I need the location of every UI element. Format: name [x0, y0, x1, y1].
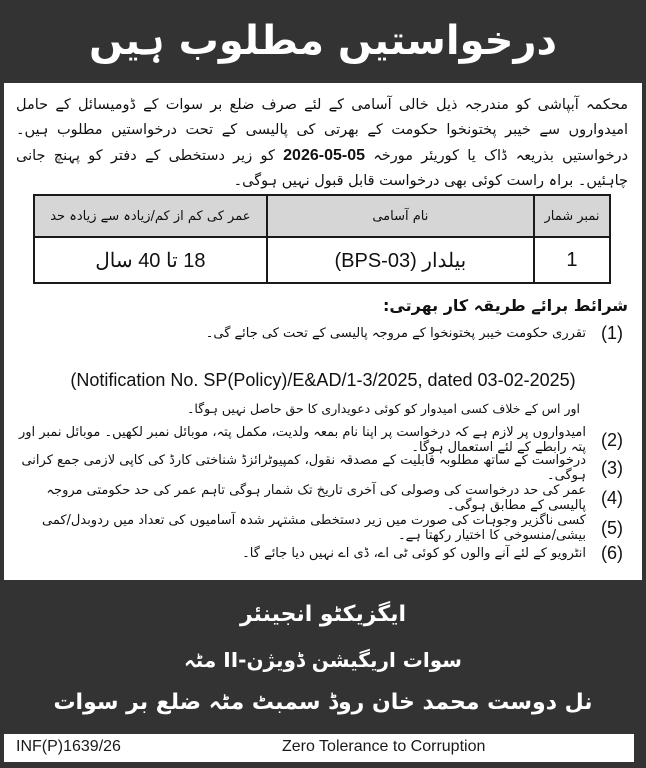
condition-text: کسی ناگزیر وجوہات کی صورت میں زیر دستخطی مشتہر شدہ آسامیوں کی تعداد میں ردوبدل/کمی بیشی/منسوخی کا اختیار رکھتا ہے۔: [42, 513, 586, 543]
condition-text: عمر کی حد درخواست کی وصولی کی آخری تاریخ تک شمار ہوگی تاہم عمر کی حد حکومتی مروجہ پالیسی کے مطابق ہوگی۔: [46, 483, 586, 513]
table-row: [34, 237, 610, 283]
table-header-row: [34, 195, 610, 237]
condition-item: [16, 323, 630, 344]
condition-item: [16, 513, 630, 543]
header-serial: نمبر شمار: [534, 195, 610, 237]
header-age: عمر کی کم از کم/زیادہ سے زیادہ حد: [34, 195, 267, 237]
notification-note: اور اس کے خلاف کسی امیدوار کو کوئی دعویداری کا حق حاصل نہیں ہوگا۔: [187, 401, 580, 416]
intro-paragraph: [16, 93, 628, 194]
advertisement-body: [4, 83, 642, 580]
reference-number: INF(P)1639/26: [16, 738, 121, 755]
intro-text-before-date: محکمہ آبپاشی کو مندرجہ ذیل خالی آسامی کے لئے صرف ضلع بر سوات کے ڈومیسائل کے حامل امیدواروں سے خیبر پختونخوا حکومت کے بھرتی کی پالیسی کے تحت درخواستیں مطلوب ہیں۔ درخواستیں بذریعہ ڈاک یا کوریئر مورخہ: [16, 97, 629, 164]
condition-number: (1): [600, 323, 623, 343]
condition-number: (5): [600, 517, 623, 538]
condition-number: (2): [600, 429, 623, 450]
signature-designation: ایگزیکٹو انجینئر: [239, 602, 407, 627]
condition-item: [16, 483, 630, 513]
cell-serial: 1: [534, 237, 610, 283]
condition-number: (6): [600, 543, 623, 563]
condition-text: انٹرویو کے لئے آنے والوں کو کوئی ٹی اے، ڈی اے نہیں دیا جائے گا۔: [242, 546, 586, 561]
header-post: نام آسامی: [267, 195, 534, 237]
conditions-heading: شرائط برائے طریقہ کار بھرتی:: [383, 296, 628, 315]
signature-address: نل دوست محمد خان روڈ سمبٹ مٹہ ضلع بر سوات: [53, 690, 593, 715]
notification-reference: (Notification No. SP(Policy)/E&AD/1-3/2025, dated 03-02-2025): [70, 370, 576, 390]
condition-number: (4): [600, 487, 623, 508]
condition-text: تقرری حکومت خیبر پختونخوا کے مروجہ پالیسی کے تحت کی جائے گی۔: [205, 326, 586, 341]
footer-motto: Zero Tolerance to Corruption: [282, 738, 486, 755]
condition-text: امیدواروں پر لازم ہے کہ درخواست پر اپنا نام بمعہ ولدیت، مکمل پتہ، موبائل نمبر لکھیں۔ موبائل نمبر اور پتہ رابطے کے لئے استعمال ہوگا۔: [18, 425, 586, 455]
condition-text: درخواست کے ساتھ مطلوبہ قابلیت کے مصدقہ نقول، کمپیوٹرائزڈ شناختی کارڈ کی کاپی لازمی جمع کرانی ہوگی۔: [21, 453, 586, 483]
condition-item: [16, 425, 630, 455]
cell-post: بیلدار (BPS-03): [267, 237, 534, 283]
page-title: درخواستیں مطلوب ہیں: [88, 18, 558, 64]
cell-age: 18 تا 40 سال: [34, 237, 267, 283]
footer-bar: [4, 734, 634, 762]
deadline-date: 05-05-2026: [283, 147, 365, 164]
posts-table: [33, 194, 611, 284]
condition-number: (3): [600, 457, 623, 478]
condition-item: [16, 453, 630, 483]
signature-division: سوات اریگیشن ڈویژن-II مٹہ: [184, 648, 462, 672]
condition-item: [16, 543, 630, 564]
intro-text-after-date: کو زیر دستخطی کے دفتر کو پہنچ جانی چاہئیں۔ براہ راست کوئی بھی درخواست قابل قبول نہیں ہوگی۔: [16, 148, 628, 189]
